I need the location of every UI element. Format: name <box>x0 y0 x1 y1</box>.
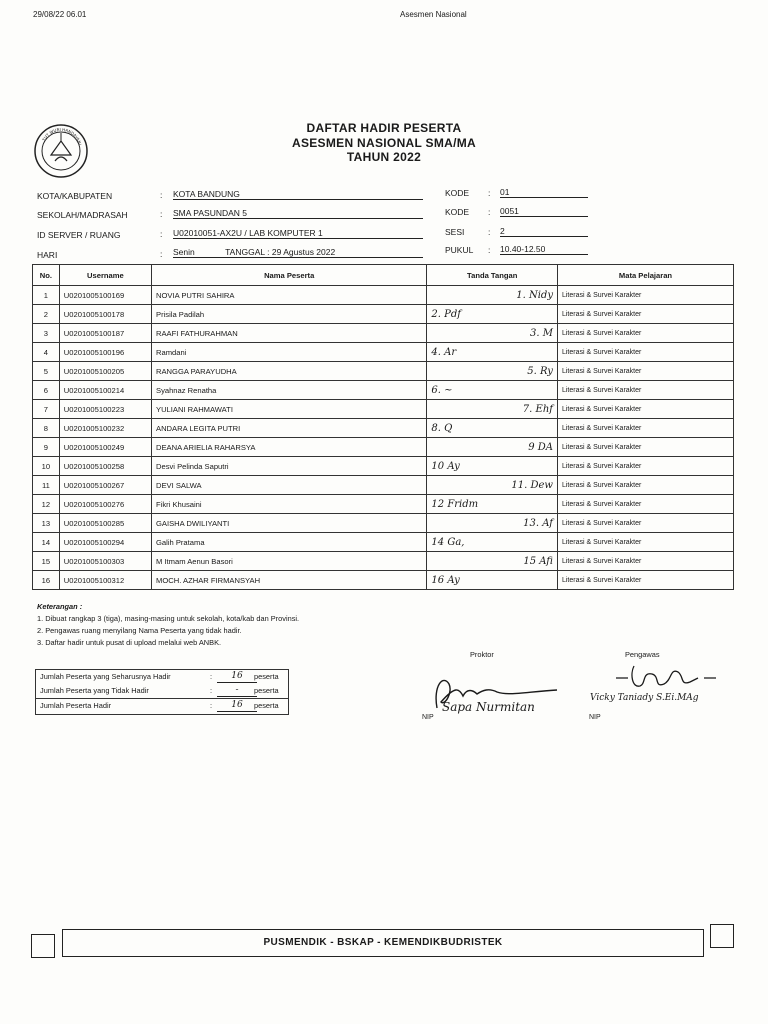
row-no: 1 <box>33 286 60 305</box>
sesi-value: 2 <box>500 226 588 237</box>
row-username: U0201005100285 <box>59 514 151 533</box>
table-row <box>33 552 734 571</box>
row-name: RAAFI FATHURAHMAN <box>152 324 427 343</box>
summary-row: Jumlah Peserta yang Seharusnya Hadir : 16 peserta <box>36 670 288 684</box>
row-name: RANGGA PARAYUDHA <box>152 362 427 381</box>
row-subject: Literasi & Survei Karakter <box>557 571 733 590</box>
row-no: 11 <box>33 476 60 495</box>
row-username: U0201005100258 <box>59 457 151 476</box>
row-username: U0201005100294 <box>59 533 151 552</box>
row-username: U0201005100214 <box>59 381 151 400</box>
table-row <box>33 514 734 533</box>
table-row <box>33 438 734 457</box>
summary-unit: peserta <box>254 686 279 695</box>
col-header-name: Nama Peserta <box>152 265 427 286</box>
row-username: U0201005100267 <box>59 476 151 495</box>
footer-corner-square-left <box>31 934 55 958</box>
row-username: U0201005100223 <box>59 400 151 419</box>
summary-unit: peserta <box>254 672 279 681</box>
server-label: ID SERVER / RUANG <box>37 230 121 240</box>
row-signature: 13. Af <box>427 514 558 533</box>
sekolah-value: SMA PASUNDAN 5 <box>173 208 423 219</box>
col-header-username: Username <box>59 265 151 286</box>
doc-title-line1: DAFTAR HADIR PESERTA <box>306 121 462 135</box>
row-subject: Literasi & Survei Karakter <box>557 324 733 343</box>
kode2-value: 0051 <box>500 206 588 217</box>
row-signature: 12 Fridm <box>427 495 558 514</box>
footer-banner: PUSMENDIK - BSKAP - KEMENDIKBUDRISTEK <box>62 929 704 957</box>
row-signature: 9 DA <box>427 438 558 457</box>
row-signature: 1. Nidy <box>427 286 558 305</box>
row-username: U0201005100196 <box>59 343 151 362</box>
summary-label: Jumlah Peserta Hadir <box>40 701 112 710</box>
row-signature: 10 Ay <box>427 457 558 476</box>
colon: : <box>488 188 491 198</box>
row-signature: 4. Ar <box>427 343 558 362</box>
row-no: 13 <box>33 514 60 533</box>
row-subject: Literasi & Survei Karakter <box>557 286 733 305</box>
row-signature: 5. Ry <box>427 362 558 381</box>
table-row <box>33 400 734 419</box>
attendance-summary <box>35 669 289 715</box>
row-subject: Literasi & Survei Karakter <box>557 533 733 552</box>
kota-value: KOTA BANDUNG <box>173 189 423 200</box>
note-item: 1. Dibuat rangkap 3 (tiga), masing-masing untuk sekolah, kota/kab dan Provinsi. <box>37 614 300 623</box>
note-item: 2. Pengawas ruang menyilang Nama Peserta yang tidak hadir. <box>37 626 242 635</box>
print-datetime: 29/08/22 06.01 <box>33 10 87 19</box>
row-subject: Literasi & Survei Karakter <box>557 552 733 571</box>
kode2-label: KODE <box>445 207 470 217</box>
row-no: 3 <box>33 324 60 343</box>
summary-label: Jumlah Peserta yang Seharusnya Hadir <box>40 672 171 681</box>
table-row <box>33 381 734 400</box>
table-row <box>33 419 734 438</box>
row-username: U0201005100312 <box>59 571 151 590</box>
table-row <box>33 495 734 514</box>
row-username: U0201005100178 <box>59 305 151 324</box>
pengawas-name: Vicky Taniady S.Ei.MAg <box>590 693 699 703</box>
row-subject: Literasi & Survei Karakter <box>557 381 733 400</box>
row-name: NOVIA PUTRI SAHIRA <box>152 286 427 305</box>
row-subject: Literasi & Survei Karakter <box>557 476 733 495</box>
footer-corner-square-right <box>710 924 734 948</box>
row-no: 7 <box>33 400 60 419</box>
row-subject: Literasi & Survei Karakter <box>557 495 733 514</box>
table-row <box>33 533 734 552</box>
row-signature: 7. Ehf <box>427 400 558 419</box>
row-name: DEANA ARIELIA RAHARSYA <box>152 438 427 457</box>
row-no: 4 <box>33 343 60 362</box>
row-no: 5 <box>33 362 60 381</box>
note-item: 3. Daftar hadir untuk pusat di upload melalui web ANBK. <box>37 638 222 647</box>
pukul-label: PUKUL <box>445 245 474 255</box>
hari-tanggal-field <box>173 247 423 258</box>
row-signature: 2. Pdf <box>427 305 558 324</box>
colon: : <box>488 245 491 255</box>
row-username: U0201005100276 <box>59 495 151 514</box>
pengawas-label: Pengawas <box>625 650 660 659</box>
row-signature: 16 Ay <box>427 571 558 590</box>
summary-value: 16 <box>217 699 257 712</box>
summary-value: 16 <box>217 670 257 683</box>
row-username: U0201005100232 <box>59 419 151 438</box>
page-header-title: Asesmen Nasional <box>400 10 467 19</box>
row-name: YULIANI RAHMAWATI <box>152 400 427 419</box>
row-no: 10 <box>33 457 60 476</box>
notes-title: Keterangan : <box>37 602 83 611</box>
row-name: Prisila Padilah <box>152 305 427 324</box>
col-header-subject: Mata Pelajaran <box>557 265 733 286</box>
attendance-table <box>32 264 734 590</box>
kota-label: KOTA/KABUPATEN <box>37 191 113 201</box>
doc-title-line3: TAHUN 2022 <box>346 150 422 164</box>
table-row <box>33 286 734 305</box>
row-signature: 6. ~ <box>427 381 558 400</box>
proktor-name: Sapa Nurmitan <box>442 700 535 714</box>
summary-row: Jumlah Peserta yang Tidak Hadir : - peserta <box>36 684 288 698</box>
summary-row: Jumlah Peserta Hadir : 16 peserta <box>36 698 288 713</box>
kode1-label: KODE <box>445 188 470 198</box>
sesi-label: SESI <box>445 227 465 237</box>
summary-unit: peserta <box>254 701 279 710</box>
row-no: 9 <box>33 438 60 457</box>
row-name: Desvi Pelinda Saputri <box>152 457 427 476</box>
row-no: 8 <box>33 419 60 438</box>
row-name: M Itmam Aenun Basori <box>152 552 427 571</box>
summary-value: - <box>217 684 257 697</box>
row-name: DEVI SALWA <box>152 476 427 495</box>
row-name: MOCH. AZHAR FIRMANSYAH <box>152 571 427 590</box>
doc-title-line2: ASESMEN NASIONAL SMA/MA <box>291 136 477 150</box>
row-signature: 3. M <box>427 324 558 343</box>
table-header-row <box>33 265 734 286</box>
row-subject: Literasi & Survei Karakter <box>557 457 733 476</box>
table-row <box>33 476 734 495</box>
row-subject: Literasi & Survei Karakter <box>557 419 733 438</box>
proktor-label: Proktor <box>470 650 494 659</box>
row-subject: Literasi & Survei Karakter <box>557 438 733 457</box>
notes <box>37 601 299 649</box>
row-name: GAISHA DWILIYANTI <box>152 514 427 533</box>
row-name: Syahnaz Renatha <box>152 381 427 400</box>
row-no: 15 <box>33 552 60 571</box>
pengawas-nip-label: NIP <box>589 714 601 721</box>
table-row <box>33 324 734 343</box>
table-row <box>33 305 734 324</box>
row-subject: Literasi & Survei Karakter <box>557 343 733 362</box>
colon: : <box>160 229 163 239</box>
pukul-value: 10.40-12.50 <box>500 244 588 255</box>
row-username: U0201005100169 <box>59 286 151 305</box>
row-signature: 15 Afi <box>427 552 558 571</box>
row-subject: Literasi & Survei Karakter <box>557 362 733 381</box>
row-name: Ramdani <box>152 343 427 362</box>
logo-text: TUT WURI HANDAYANI <box>41 126 83 146</box>
summary-label: Jumlah Peserta yang Tidak Hadir <box>40 686 149 695</box>
row-username: U0201005100249 <box>59 438 151 457</box>
row-subject: Literasi & Survei Karakter <box>557 400 733 419</box>
table-row <box>33 457 734 476</box>
colon: : <box>488 207 491 217</box>
colon: : <box>160 209 163 219</box>
proktor-nip-label: NIP <box>422 714 434 721</box>
server-value: U02010051-AX2U / LAB KOMPUTER 1 <box>173 228 423 239</box>
table-row <box>33 343 734 362</box>
row-signature: 11. Dew <box>427 476 558 495</box>
row-no: 12 <box>33 495 60 514</box>
row-username: U0201005100187 <box>59 324 151 343</box>
colon: : <box>160 190 163 200</box>
row-signature: 14 Ga, <box>427 533 558 552</box>
row-no: 6 <box>33 381 60 400</box>
row-no: 16 <box>33 571 60 590</box>
row-subject: Literasi & Survei Karakter <box>557 305 733 324</box>
table-row <box>33 362 734 381</box>
row-name: Galih Pratama <box>152 533 427 552</box>
table-row <box>33 571 734 590</box>
row-signature: 8. Q <box>427 419 558 438</box>
hari-value: Senin <box>173 247 195 257</box>
tanggal-value: TANGGAL : 29 Agustus 2022 <box>225 247 336 257</box>
col-header-no: No. <box>33 265 60 286</box>
sekolah-label: SEKOLAH/MADRASAH <box>37 210 128 220</box>
row-no: 2 <box>33 305 60 324</box>
col-header-sign: Tanda Tangan <box>427 265 558 286</box>
hari-label: HARI <box>37 250 58 260</box>
row-name: ANDARA LEGITA PUTRI <box>152 419 427 438</box>
colon: : <box>160 249 163 259</box>
row-name: Fikri Khusaini <box>152 495 427 514</box>
row-no: 14 <box>33 533 60 552</box>
colon: : <box>488 227 491 237</box>
kode1-value: 01 <box>500 187 588 198</box>
row-subject: Literasi & Survei Karakter <box>557 514 733 533</box>
row-username: U0201005100205 <box>59 362 151 381</box>
row-username: U0201005100303 <box>59 552 151 571</box>
